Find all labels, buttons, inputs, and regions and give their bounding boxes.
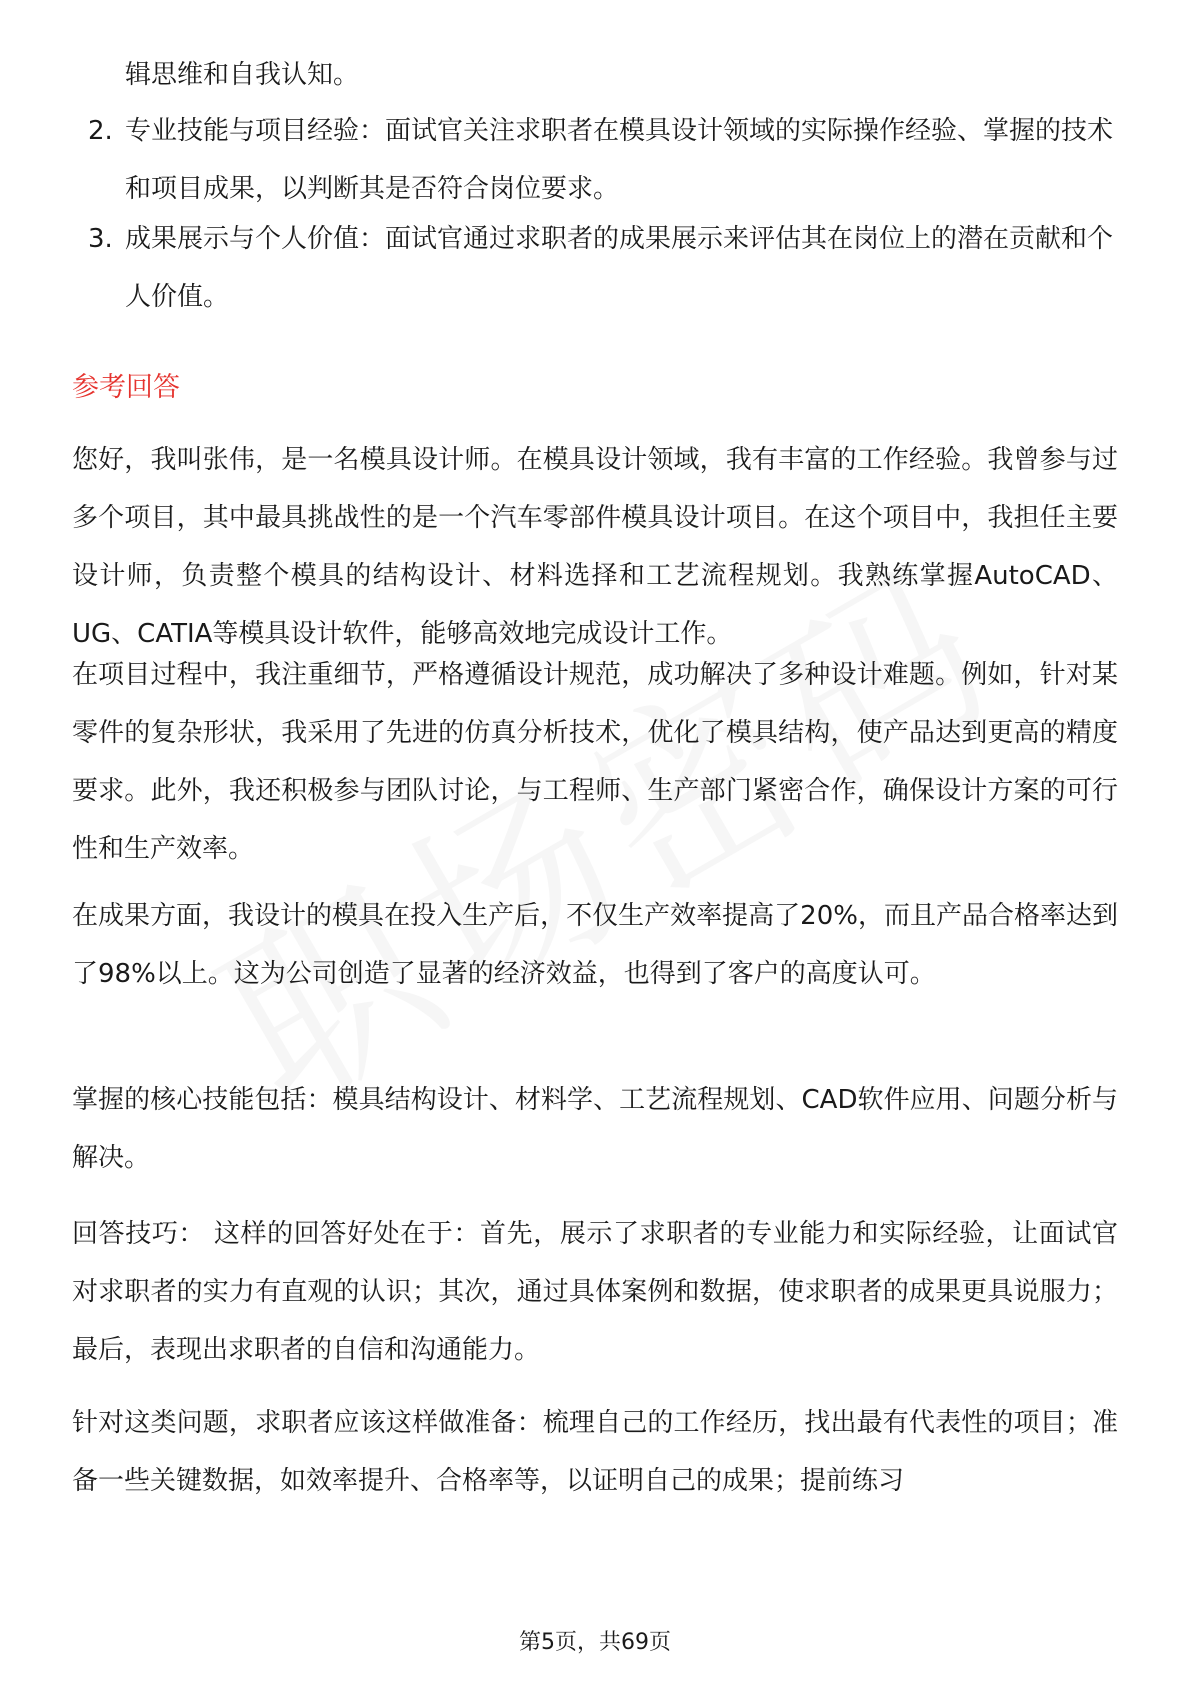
- section-heading: 参考回答: [72, 372, 180, 403]
- paragraph: 您好，我叫张伟，是一名模具设计师。在模具设计领域，我有丰富的工作经验。我曾参与过多个项目，其中最具挑战性的是一个汽车零部件模具设计项目。在这个项目中，我担任主要设计师，负责整个模具的结构设计、材料选择和工艺流程规划。我熟练掌握AutoCAD、UG、CATIA等模具设计软件，能够高效地完成设计工作。: [72, 445, 1119, 649]
- list-text: 专业技能与项目经验：面试官关注求职者在模具设计领域的实际操作经验、掌握的技术和项目成果，以判断其是否符合岗位要求。: [125, 116, 1114, 204]
- list-text: 成果展示与个人价值：面试官通过求职者的成果展示来评估其在岗位上的潜在贡献和个人价值。: [125, 224, 1114, 312]
- paragraph: 掌握的核心技能包括：模具结构设计、材料学、工艺流程规划、CAD软件应用、问题分析与解决。: [72, 1085, 1118, 1173]
- list-number: 2.: [88, 116, 113, 146]
- paragraph: 在成果方面，我设计的模具在投入生产后，不仅生产效率提高了20%，而且产品合格率达到了98%以上。这为公司创造了显著的经济效益，也得到了客户的高度认可。: [72, 901, 1118, 989]
- list-item: [88, 210, 1115, 326]
- paragraph: 回答技巧： 这样的回答好处在于：首先，展示了求职者的专业能力和实际经验，让面试官对求职者的实力有直观的认识；其次，通过具体案例和数据，使求职者的成果更具说服力；最后，表现出求职者的自信和沟通能力。: [72, 1219, 1118, 1365]
- page-footer: 第5页，共69页: [519, 1630, 671, 1655]
- list-number: 3.: [88, 224, 113, 254]
- paragraph: 在项目过程中，我注重细节，严格遵循设计规范，成功解决了多种设计难题。例如，针对某零件的复杂形状，我采用了先进的仿真分析技术，优化了模具结构，使产品达到更高的精度要求。此外，我还积极参与团队讨论，与工程师、生产部门紧密合作，确保设计方案的可行性和生产效率。: [72, 660, 1118, 864]
- continuation-text: 辑思维和自我认知。: [125, 60, 360, 90]
- paragraph: 针对这类问题，求职者应该这样做准备：梳理自己的工作经历，找出最有代表性的项目；准备一些关键数据，如效率提升、合格率等，以证明自己的成果；提前练习: [72, 1408, 1118, 1496]
- list-item: [88, 102, 1115, 218]
